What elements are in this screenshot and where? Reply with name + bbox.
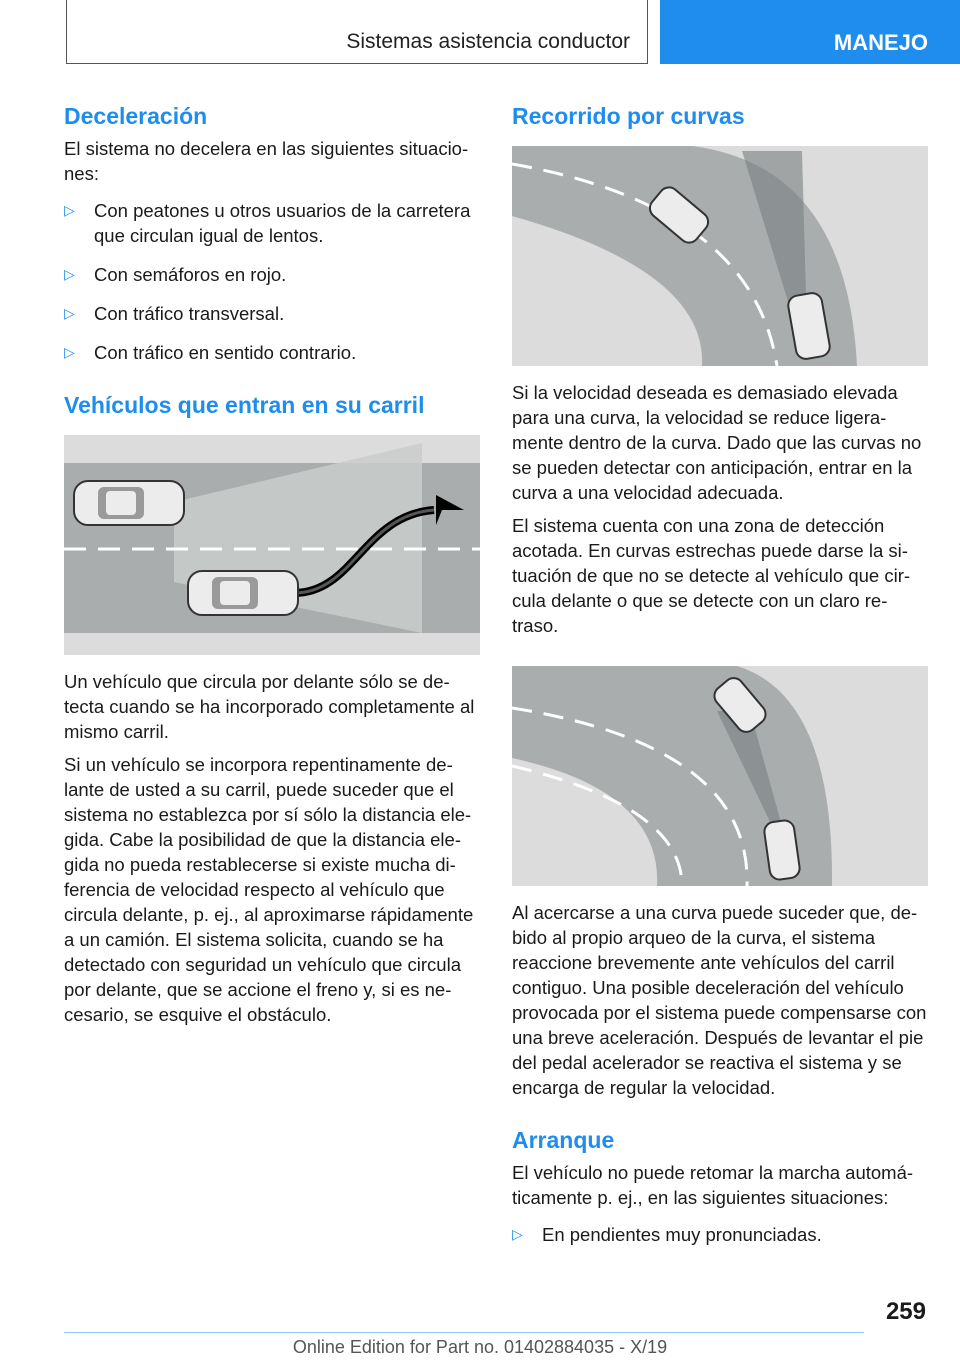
edition-footer: Online Edition for Part no. 01402884035 - X/19 [292,1337,668,1357]
footer-divider [64,1332,864,1333]
merging-paragraph-1: Un vehículo que circula por delante sólo se de-tecta cuando se ha incorporado completamente al mismo carril. [64,671,475,742]
car-ahead-icon [74,481,184,525]
triangle-bullet-icon: ▷ [64,266,75,282]
car-merging-icon [188,571,298,615]
page-number: 259 [885,1298,926,1325]
triangle-bullet-icon: ▷ [64,202,75,218]
list-item [64,301,480,326]
list-item [64,262,480,287]
chapter-tab[interactable]: MANEJO [660,0,960,64]
curve-figure-1 [512,146,928,366]
curves-paragraph-3: Al acercarse a una curva puede suceder que, de-bido al propio arqueo de la curva, el sistema reaccione brevemente ante vehículos del carril contiguo. Una posible deceleración del vehículo provocada por el sistema puede compensarse con una breve aceleración. Después de levantar el pie del pedal acelerador se reactiva el sistema y se encarga de regular la velocidad. [512,902,927,1098]
start-list [512,1222,928,1247]
list-item-text: Con tráfico en sentido contrario. [94,342,357,363]
list-item-text: Con tráfico transversal. [94,303,285,324]
triangle-bullet-icon: ▷ [64,305,75,321]
heading-curves: Recorrido por curvas [512,103,745,129]
list-item [64,198,480,248]
list-item-text: Con peatones u otros usuarios de la carretera que circulan igual de lentos. [94,200,471,246]
merging-vehicle-figure [64,435,480,655]
curves-paragraph-1: Si la velocidad deseada es demasiado elevada para una curva, la velocidad se reduce ligera-mente dentro de la curva. Dado que las curvas no se pueden detectar con anticipación, entrar en la curva a una velocidad adecuada. [512,382,922,503]
triangle-bullet-icon: ▷ [512,1226,523,1242]
list-item-text: Con semáforos en rojo. [94,264,287,285]
left-column [64,100,480,1027]
section-title: Sistemas asistencia conductor [346,30,630,53]
right-column [512,100,928,1247]
heading-start: Arranque [512,1127,615,1153]
deceleration-list [64,198,480,365]
list-item [64,340,480,365]
curve-figure-2 [512,666,928,886]
triangle-bullet-icon: ▷ [64,344,75,360]
list-item [512,1222,928,1247]
merging-paragraph-2: Si un vehículo se incorpora repentinamente de-lante de usted a su carril, puede suceder que el sistema no establezca por sí sólo la distancia ele-gida. Cabe la posibilidad de que la distancia ele-gida no pueda restablecerse si existe mucha di-ferencia de velocidad respecto al vehículo que circula delante, p. ej., al aproximarse rápidamente a un camión. El sistema solicita, cuando se ha detectado con seguridad un vehículo que circula por delante, que se accione el freno y, si es ne-cesario, se esquive el obstáculo. [64,754,474,1025]
heading-merging: Vehículos que entran en su carril [64,392,425,418]
list-item-text: En pendientes muy pronunciadas. [542,1224,822,1245]
heading-deceleration: Deceleración [64,103,208,129]
start-intro: El vehículo no puede retomar la marcha automá-ticamente p. ej., en las siguientes situaciones: [512,1162,914,1208]
deceleration-intro: El sistema no decelera en las siguientes situacio-nes: [64,138,469,184]
curves-paragraph-2: El sistema cuenta con una zona de detección acotada. En curvas estrechas puede darse la si-tuación de que no se detecte al vehículo que cir-cula delante o que se detecte con un claro re-traso. [512,515,911,636]
